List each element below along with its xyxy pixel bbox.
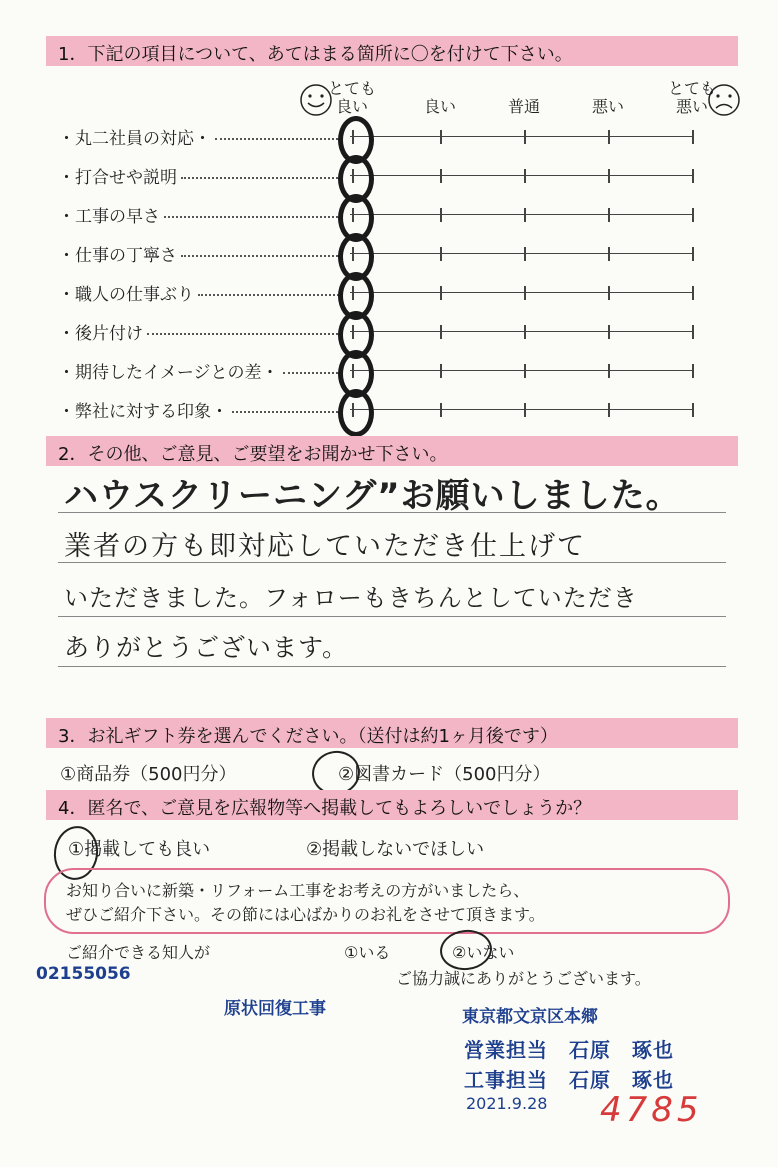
referral-line-1: お知り合いに新築・リフォーム工事をお考えの方がいましたら、 [66,881,530,900]
rating-column-header: 普通 [507,97,540,116]
rating-option-4[interactable] [608,208,610,222]
rating-option-4[interactable] [608,364,610,378]
rating-option-4[interactable] [608,403,610,417]
rating-option-5[interactable] [692,403,694,417]
q4-option-2[interactable]: ②掲載しないでほしい [306,839,485,860]
q3-option-1[interactable]: ①商品券（500円分） [60,764,237,785]
leader-dots [283,372,342,374]
rating-scale [350,370,694,371]
rating-option-2[interactable] [440,247,442,261]
rating-option-3[interactable] [524,169,526,183]
customer-id: 02155056 [36,964,131,984]
rating-option-2[interactable] [440,325,442,339]
referral-question: ご紹介できる知人が [66,943,211,962]
rating-option-3[interactable] [524,364,526,378]
leader-dots [181,255,342,257]
rating-option-5[interactable] [692,286,694,300]
rating-option-4[interactable] [608,247,610,261]
sales-rep: 営業担当 石原 琢也 [464,1038,674,1062]
rating-row-label: ・打合せや説明 [58,168,177,188]
comment-rule [58,666,726,667]
referral-line-2: ぜひご紹介下さい。その節には心ばかりのお礼をさせて頂きます。 [66,905,545,924]
q4-header [46,790,738,820]
rating-option-4[interactable] [608,325,610,339]
rating-row-label: ・後片付け [58,324,143,344]
q3-header [46,718,738,748]
rating-option-5[interactable] [692,364,694,378]
rating-scale [350,136,694,137]
construction-rep: 工事担当 石原 琢也 [464,1068,674,1092]
q1-title: 1．下記の項目について、あてはまる箇所に〇を付けて下さい。 [58,44,573,65]
q3-title: 3．お礼ギフト券を選んでください。（送付は約1ヶ月後です） [58,726,558,747]
leader-dots [181,177,342,179]
q2-title: 2．その他、ご意見、ご要望をお聞かせ下さい。 [58,444,448,465]
rating-option-3[interactable] [524,403,526,417]
rating-option-3[interactable] [524,247,526,261]
rating-option-5[interactable] [692,325,694,339]
rating-row-label: ・期待したイメージとの差・ [58,363,279,383]
q1-header [46,36,738,66]
leader-dots [198,294,342,296]
leader-dots [147,333,342,335]
rating-scale [350,331,694,332]
referral-option-no[interactable]: ②いない [452,943,515,962]
comment-rule [58,616,726,617]
rating-row-label: ・職人の仕事ぶり [58,285,194,305]
survey-number: 4785 [600,1090,703,1130]
rating-selection-circle [338,389,374,437]
rating-scale [350,292,694,293]
work-type: 原状回復工事 [224,999,326,1019]
rating-row-label: ・丸二社員の対応・ [58,129,211,149]
leader-dots [232,411,342,413]
rating-scale [350,175,694,176]
rating-option-3[interactable] [524,286,526,300]
address: 東京都文京区本郷 [462,1007,598,1027]
rating-column-header: とても 良い [327,79,376,116]
rating-scale [350,409,694,410]
q4-option-1[interactable]: ①掲載しても良い [68,839,211,860]
date: 2021.9.28 [466,1094,548,1113]
comment-line-3: いただきました。フォローもきちんとしていただき [64,584,638,612]
rating-column-header: とても 悪い [667,79,716,116]
rating-option-2[interactable] [440,403,442,417]
comment-line-4: ありがとうございます。 [64,633,349,662]
rating-option-2[interactable] [440,364,442,378]
leader-dots [164,216,342,218]
rating-row-label: ・工事の早さ [58,207,160,227]
rating-option-5[interactable] [692,247,694,261]
rating-row-label: ・弊社に対する印象・ [58,402,228,422]
rating-option-5[interactable] [692,130,694,144]
rating-option-2[interactable] [440,286,442,300]
rating-option-3[interactable] [524,208,526,222]
rating-column-header: 悪い [591,97,624,116]
rating-option-4[interactable] [608,286,610,300]
rating-scale [350,214,694,215]
comment-line-1: ハウスクリーニング”お願いしました。 [64,476,681,516]
q3-option-2[interactable]: ②図書カード（500円分） [338,764,551,785]
thanks-text: ご協力誠にありがとうございます。 [396,969,651,988]
q4-title: 4．匿名で、ご意見を広報物等へ掲載してもよろしいでしょうか？ [58,798,592,819]
rating-option-2[interactable] [440,169,442,183]
rating-option-4[interactable] [608,130,610,144]
rating-row-label: ・仕事の丁寧さ [58,246,177,266]
rating-option-5[interactable] [692,208,694,222]
rating-option-3[interactable] [524,325,526,339]
rating-option-2[interactable] [440,208,442,222]
comment-line-2: 業者の方も即対応していただき仕上げて [64,531,586,562]
rating-option-3[interactable] [524,130,526,144]
q2-header [46,436,738,466]
rating-option-4[interactable] [608,169,610,183]
leader-dots [215,138,342,140]
rating-option-5[interactable] [692,169,694,183]
rating-column-header: 良い [423,97,456,116]
rating-scale [350,253,694,254]
rating-option-2[interactable] [440,130,442,144]
referral-option-yes[interactable]: ①いる [344,943,391,962]
